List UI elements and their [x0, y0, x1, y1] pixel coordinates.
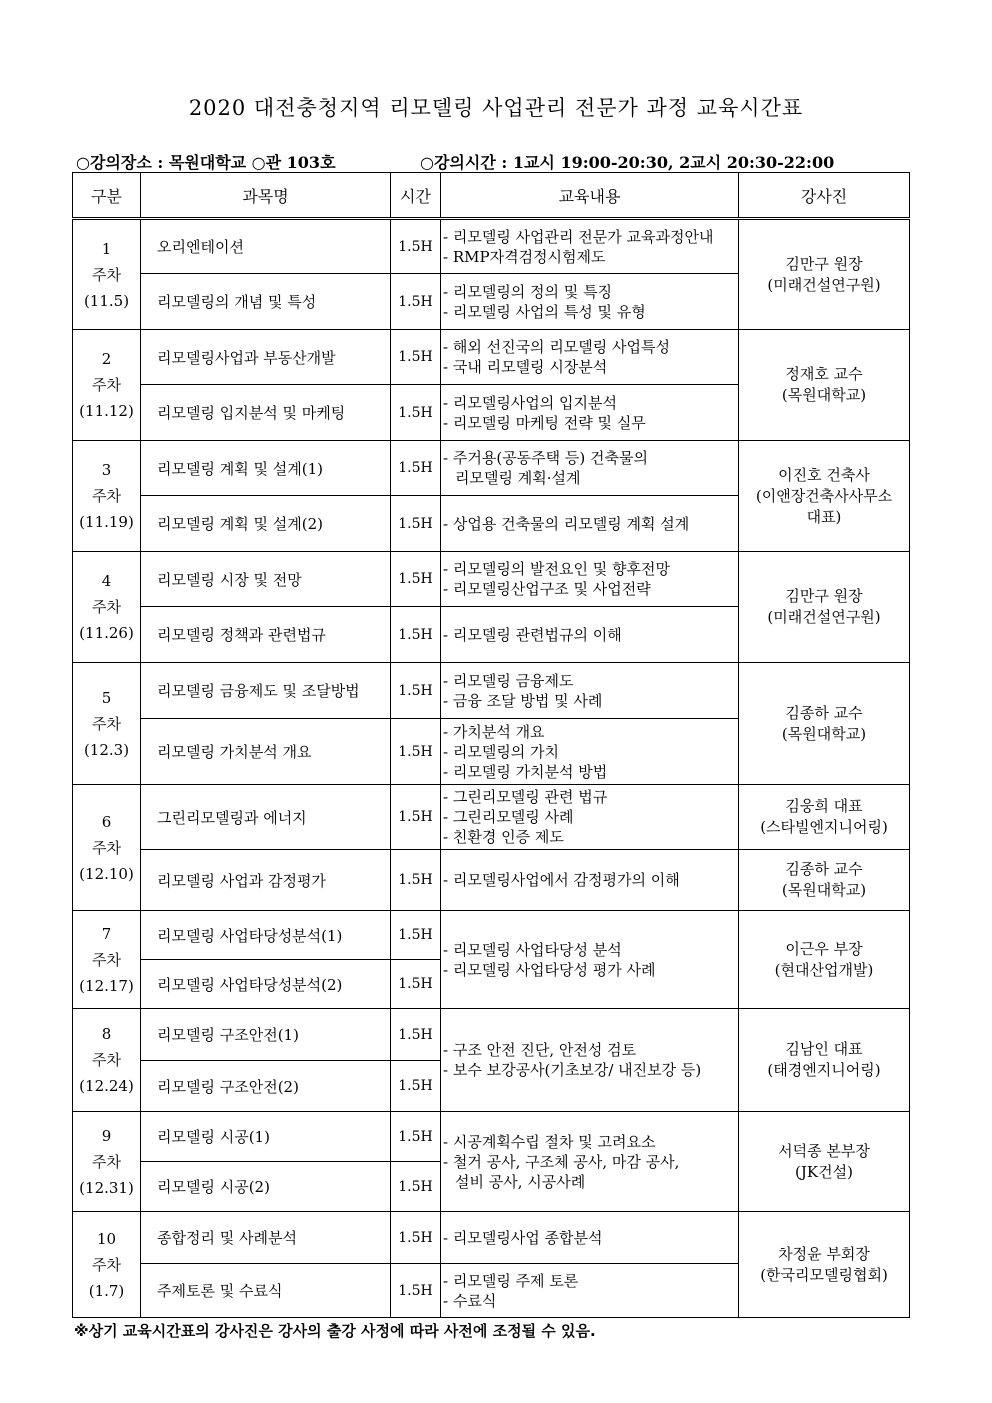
- week-label: (12.24): [79, 1077, 134, 1095]
- hours-cell: 1.5H: [391, 1061, 441, 1112]
- subject-cell: 리모델링의 개념 및 특성: [141, 274, 391, 330]
- teacher-line: 이진호 건축사: [778, 465, 870, 484]
- week-label: 2: [101, 350, 112, 368]
- subject-cell: 오리엔테이션: [141, 219, 391, 274]
- table-row: [73, 1009, 910, 1061]
- week-label: 주차: [92, 376, 121, 394]
- table-row: [73, 785, 910, 850]
- content-item: - 금융 조달 방법 및 사례: [443, 691, 734, 711]
- teacher-line: 정재호 교수: [785, 365, 863, 383]
- content-item: - 구조 안전 진단, 안전성 검토: [443, 1040, 734, 1060]
- week-cell: [73, 330, 141, 441]
- content-cell: [441, 1264, 739, 1318]
- hours-cell: 1.5H: [391, 1264, 441, 1318]
- subject-cell: 리모델링 가치분석 개요: [141, 719, 391, 785]
- week-label: (11.12): [79, 402, 134, 420]
- teacher-cell: [739, 330, 910, 441]
- hours-cell: 1.5H: [391, 911, 441, 960]
- teacher-line: 김종하 교수: [785, 860, 863, 878]
- content-cell: [441, 441, 739, 496]
- hours-cell: 1.5H: [391, 1162, 441, 1212]
- subject-cell: 리모델링 금융제도 및 조달방법: [141, 663, 391, 719]
- week-label: 3: [101, 461, 112, 479]
- content-cell: [441, 1212, 739, 1264]
- content-item: - 해외 선진국의 리모델링 사업특성: [443, 337, 734, 357]
- content-item: - 리모델링 사업의 특성 및 유형: [443, 302, 734, 322]
- table-row: [73, 1212, 910, 1264]
- week-label: 1: [101, 239, 112, 258]
- week-label: 8: [101, 1025, 112, 1043]
- week-cell: [73, 441, 141, 552]
- subject-cell: 리모델링 입지분석 및 마케팅: [141, 385, 391, 441]
- week-label: (11.5): [83, 291, 130, 310]
- header-content: 교육내용: [441, 173, 739, 219]
- teacher-line: (스타빌엔지니어링): [760, 818, 888, 836]
- week-label: 주차: [92, 950, 121, 969]
- header-hours: 시간: [391, 173, 441, 219]
- hours-cell: 1.5H: [391, 719, 441, 785]
- hours-cell: 1.5H: [391, 1009, 441, 1061]
- table-row: [73, 663, 910, 719]
- content-item: - 리모델링의 발전요인 및 향후전망: [443, 559, 734, 579]
- week-label: 주차: [92, 598, 121, 616]
- subject-cell: 리모델링 계획 및 설계(2): [141, 496, 391, 552]
- hours-cell: 1.5H: [391, 274, 441, 330]
- teacher-line: (목원대학교): [781, 724, 867, 743]
- content-cell: [441, 219, 739, 274]
- week-label: 9: [101, 1126, 112, 1145]
- teacher-cell: [739, 1112, 910, 1212]
- teacher-cell: [739, 441, 910, 552]
- content-item: - 철거 공사, 구조체 공사, 마감 공사,: [443, 1152, 734, 1172]
- header-teacher: 강사진: [739, 173, 910, 219]
- content-item: - 친환경 인증 제도: [443, 827, 734, 847]
- content-cell: [441, 552, 739, 607]
- content-cell: [441, 274, 739, 330]
- content-cell: [441, 719, 739, 785]
- week-label: (12.10): [79, 864, 134, 883]
- week-label: 7: [101, 924, 112, 943]
- hours-cell: 1.5H: [391, 663, 441, 719]
- subject-cell: 리모델링 시공(2): [141, 1162, 391, 1212]
- content-item: - 리모델링 금융제도: [443, 671, 734, 691]
- content-item: - 리모델링 사업관리 전문가 교육과정안내: [443, 227, 734, 247]
- teacher-line: (현대산업개발): [774, 960, 874, 979]
- week-cell: [73, 1212, 141, 1318]
- week-label: 6: [101, 812, 112, 831]
- teacher-line: (목원대학교): [781, 881, 867, 899]
- content-cell: [441, 385, 739, 441]
- teacher-line: (목원대학교): [781, 386, 867, 404]
- week-label: 주차: [92, 487, 121, 505]
- week-label: 5: [101, 688, 112, 707]
- content-cell: [441, 850, 739, 911]
- week-label: 주차: [92, 1051, 121, 1069]
- teacher-line: (한국리모델링협회): [760, 1265, 888, 1284]
- week-cell: [73, 219, 141, 330]
- teacher-cell: [739, 1212, 910, 1318]
- content-item: - 리모델링 관련법규의 이해: [443, 625, 734, 645]
- week-label: (11.19): [79, 513, 134, 531]
- week-label: (11.26): [79, 624, 134, 642]
- content-cell: [441, 785, 739, 850]
- teacher-line: 김만구 원장: [785, 587, 863, 605]
- week-label: 주차: [92, 265, 121, 284]
- hours-cell: 1.5H: [391, 850, 441, 911]
- subject-cell: 리모델링 사업과 감정평가: [141, 850, 391, 911]
- week-label: (12.3): [83, 740, 130, 759]
- schedule-table: [72, 172, 910, 1318]
- hours-cell: 1.5H: [391, 607, 441, 663]
- teacher-line: (미래건설연구원): [767, 608, 881, 626]
- header-week: 구분: [73, 173, 141, 219]
- teacher-line: 대표): [806, 507, 842, 526]
- footnote: ※상기 교육시간표의 강사진은 강사의 출강 사정에 따라 사전에 조정될 수 있음.: [74, 1322, 596, 1340]
- week-label: 10: [96, 1229, 117, 1248]
- content-cell: [441, 1112, 739, 1212]
- content-item: - 그린리모델링 사례: [443, 807, 734, 827]
- teacher-cell: [739, 219, 910, 330]
- table-row: [73, 552, 910, 607]
- hours-cell: 1.5H: [391, 496, 441, 552]
- subject-cell: 리모델링사업과 부동산개발: [141, 330, 391, 385]
- teacher-line: 차정윤 부회장: [778, 1244, 870, 1263]
- teacher-line: (태경엔지니어링): [767, 1061, 881, 1079]
- content-item: 리모델링 계획·설계: [455, 469, 581, 487]
- table-row: [73, 850, 910, 911]
- content-item: - 리모델링 주제 토론: [443, 1271, 734, 1291]
- table-row: [73, 1112, 910, 1162]
- teacher-cell: [739, 552, 910, 663]
- content-item: - 리모델링 마케팅 전략 및 실무: [443, 413, 734, 433]
- teacher-cell: [739, 911, 910, 1009]
- table-row: [73, 911, 910, 960]
- subject-cell: 리모델링 사업타당성분석(2): [141, 960, 391, 1009]
- content-item: - 리모델링 가치분석 방법: [443, 762, 734, 782]
- hours-cell: 1.5H: [391, 441, 441, 496]
- content-cell: [441, 1009, 739, 1112]
- week-label: 주차: [92, 1255, 121, 1274]
- week-label: (12.31): [79, 1178, 134, 1197]
- content-item: - 수료식: [443, 1291, 734, 1311]
- week-label: 주차: [92, 714, 121, 733]
- header-subject: 과목명: [141, 173, 391, 219]
- teacher-cell: [739, 785, 910, 850]
- content-item: - 주거용(공동주택 등) 건축물의: [443, 448, 734, 468]
- subject-cell: 리모델링 사업타당성분석(1): [141, 911, 391, 960]
- content-item: - 리모델링 사업타당성 평가 사례: [443, 960, 734, 980]
- teacher-line: 서덕종 본부장: [778, 1141, 870, 1160]
- teacher-line: 김웅희 대표: [785, 797, 863, 815]
- content-cell: [441, 663, 739, 719]
- subject-cell: 종합정리 및 사례분석: [141, 1212, 391, 1264]
- teacher-line: (미래건설연구원): [767, 275, 881, 294]
- hours-cell: 1.5H: [391, 219, 441, 274]
- content-item: - 시공계획수립 절차 및 고려요소: [443, 1132, 734, 1152]
- content-cell: [441, 330, 739, 385]
- week-label: (12.17): [79, 976, 134, 995]
- content-item: - 리모델링의 가치: [443, 742, 734, 762]
- teacher-line: (이앤장건축사사무소: [755, 486, 893, 505]
- content-item: - 그린리모델링 관련 법규: [443, 787, 734, 807]
- teacher-line: 김남인 대표: [785, 1040, 863, 1058]
- week-cell: [73, 785, 141, 911]
- teacher-line: 이근우 부장: [785, 939, 863, 958]
- subject-cell: 리모델링 구조안전(2): [141, 1061, 391, 1112]
- week-label: 4: [101, 572, 112, 590]
- teacher-cell: [739, 1009, 910, 1112]
- week-cell: [73, 1112, 141, 1212]
- table-row: [73, 330, 910, 385]
- week-cell: [73, 663, 141, 785]
- content-item: - 상업용 건축물의 리모델링 계획 설계: [443, 514, 734, 534]
- week-label: 주차: [92, 1152, 121, 1171]
- teacher-cell: [739, 663, 910, 785]
- content-item: - 리모델링사업에서 감정평가의 이해: [443, 870, 734, 890]
- subject-cell: 리모델링 구조안전(1): [141, 1009, 391, 1061]
- subject-cell: 리모델링 시장 및 전망: [141, 552, 391, 607]
- teacher-line: (JK건설): [795, 1162, 853, 1181]
- content-item: - 리모델링의 정의 및 특징: [443, 282, 734, 302]
- content-item: - 리모델링산업구조 및 사업전략: [443, 579, 734, 599]
- subject-cell: 리모델링 계획 및 설계(1): [141, 441, 391, 496]
- week-label: (1.7): [88, 1281, 125, 1300]
- hours-cell: 1.5H: [391, 330, 441, 385]
- subject-cell: 주제토론 및 수료식: [141, 1264, 391, 1318]
- week-cell: [73, 552, 141, 663]
- hours-cell: 1.5H: [391, 552, 441, 607]
- content-item: - 보수 보강공사(기초보강/ 내진보강 등): [443, 1060, 734, 1080]
- subject-cell: 리모델링 시공(1): [141, 1112, 391, 1162]
- hours-cell: 1.5H: [391, 385, 441, 441]
- content-item: - 가치분석 개요: [443, 722, 734, 742]
- hours-cell: 1.5H: [391, 1212, 441, 1264]
- content-cell: [441, 607, 739, 663]
- content-item: 설비 공사, 시공사례: [455, 1172, 586, 1191]
- content-item: - 리모델링사업 종합분석: [443, 1228, 734, 1248]
- week-cell: [73, 911, 141, 1009]
- hours-cell: 1.5H: [391, 960, 441, 1009]
- hours-cell: 1.5H: [391, 1112, 441, 1162]
- week-cell: [73, 1009, 141, 1112]
- week-label: 주차: [92, 838, 121, 857]
- table-row: [73, 441, 910, 496]
- venue-info: ○강의장소 : 목원대학교 ○관 103호: [76, 153, 336, 172]
- subject-cell: 그린리모델링과 에너지: [141, 785, 391, 850]
- content-item: - 리모델링사업의 입지분석: [443, 393, 734, 413]
- table-header-row: [73, 173, 910, 219]
- time-info: ○강의시간 : 1교시 19:00-20:30, 2교시 20:30-22:00: [420, 153, 835, 172]
- content-item: - 국내 리모델링 시장분석: [443, 357, 734, 377]
- teacher-line: 김종하 교수: [785, 703, 863, 722]
- content-item: - RMP자격검정시험제도: [443, 247, 734, 267]
- content-cell: [441, 911, 739, 1009]
- hours-cell: 1.5H: [391, 785, 441, 850]
- teacher-line: 김만구 원장: [785, 254, 863, 273]
- table-row: [73, 219, 910, 274]
- page-title: 2020 대전충청지역 리모델링 사업관리 전문가 과정 교육시간표: [188, 96, 804, 120]
- teacher-cell: [739, 850, 910, 911]
- content-cell: [441, 496, 739, 552]
- subject-cell: 리모델링 정책과 관련법규: [141, 607, 391, 663]
- content-item: - 리모델링 사업타당성 분석: [443, 940, 734, 960]
